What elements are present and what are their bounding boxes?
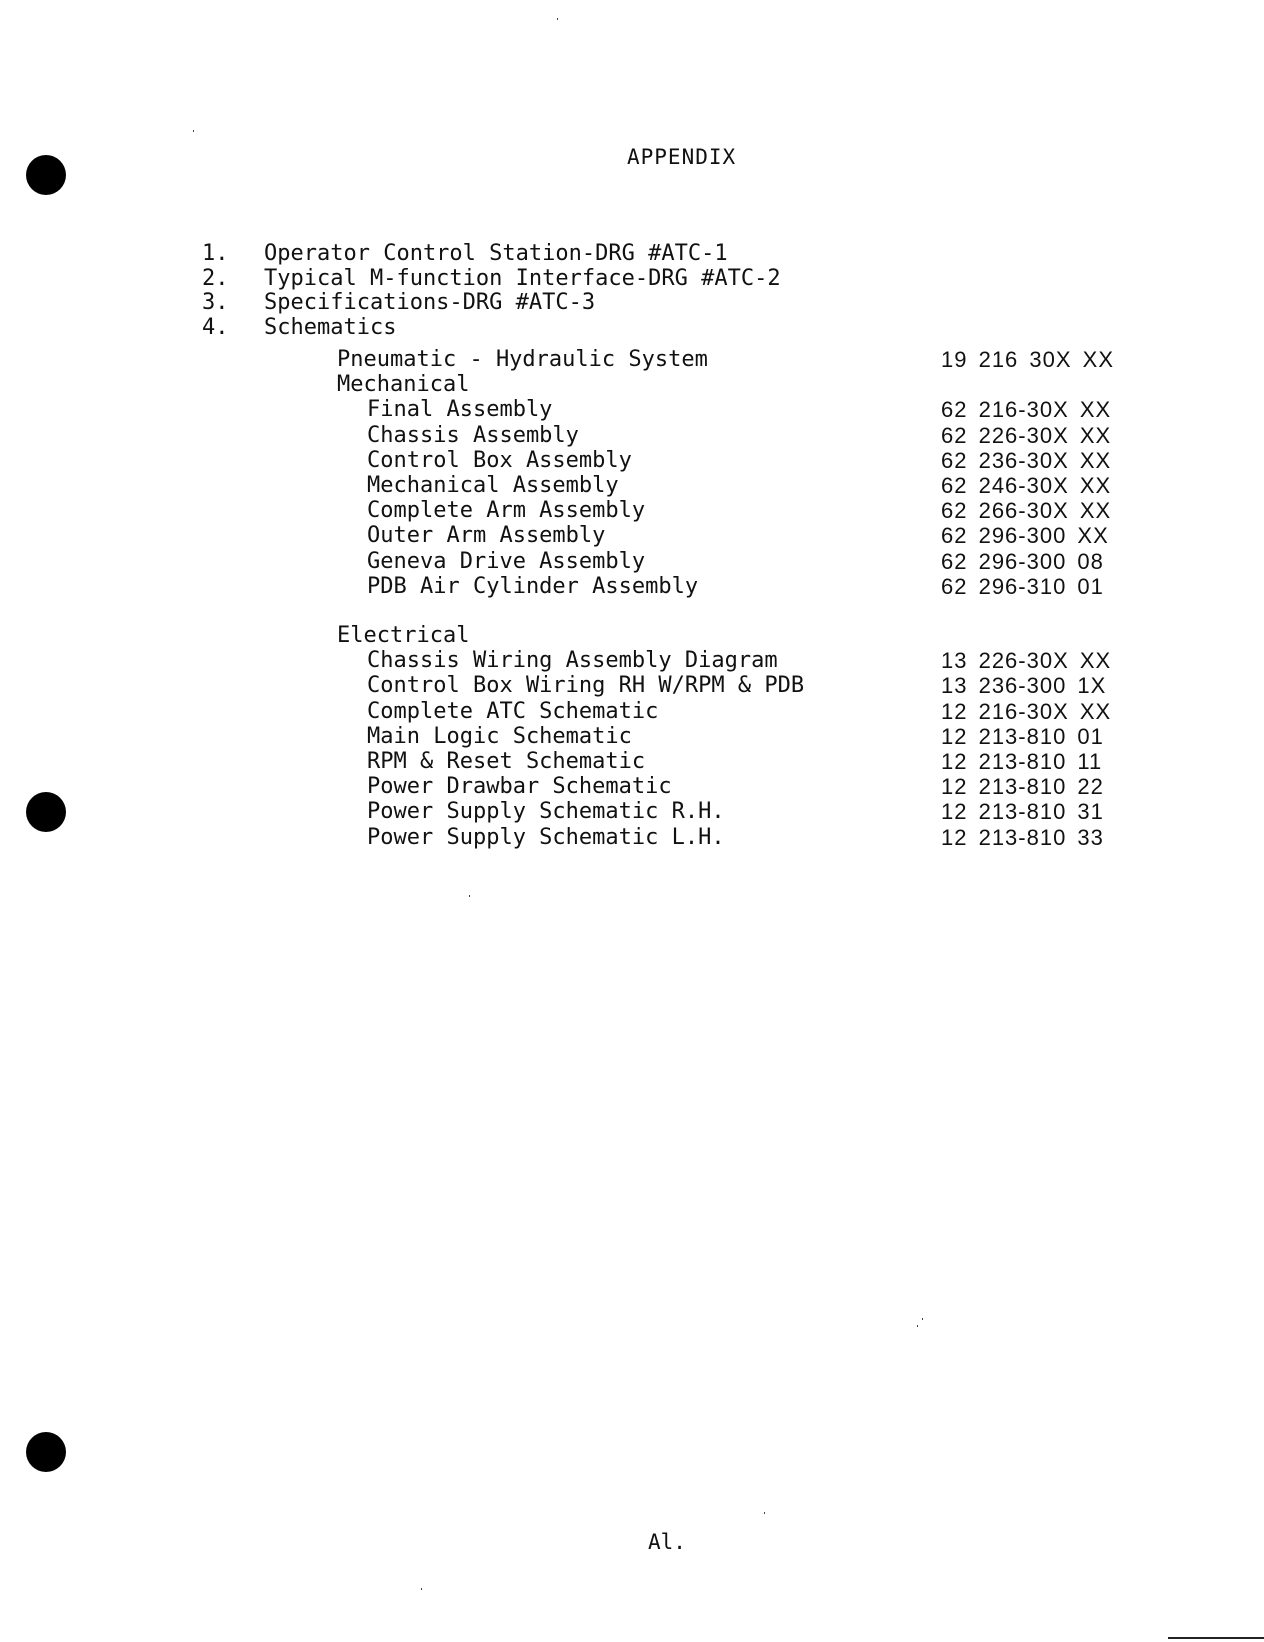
- schematic-row: [337, 799, 1104, 825]
- section-heading-electrical: [337, 623, 804, 648]
- section-heading-mechanical: [337, 372, 708, 397]
- schematic-label: Chassis Wiring Assembly Diagram: [367, 648, 778, 674]
- schematic-label: Pneumatic - Hydraulic System: [337, 347, 708, 372]
- corner-edge-line: [1168, 1637, 1264, 1639]
- schematic-row: [337, 347, 1115, 372]
- binder-hole-middle: [26, 792, 66, 832]
- schematic-label: Control Box Assembly: [367, 447, 632, 473]
- binder-hole-bottom: [26, 1432, 66, 1472]
- scan-speck: [917, 1325, 918, 1327]
- drawing-number: 19 216 30X XX: [941, 347, 1115, 372]
- item-number: 1.: [202, 241, 229, 266]
- schematic-row: [337, 723, 1104, 749]
- drawing-number: 12 216-30X XX: [941, 698, 1112, 724]
- schematic-label: Control Box Wiring RH W/RPM & PDB: [367, 673, 805, 699]
- section-heading: Electrical: [337, 623, 470, 648]
- item-number: 3.: [202, 290, 229, 315]
- page-title: APPENDIX: [627, 145, 737, 169]
- list-item: [202, 316, 781, 341]
- schematic-row: [337, 573, 1104, 599]
- drawing-number: 62 226-30X XX: [941, 422, 1112, 448]
- drawing-number: 12 213-810 11: [941, 748, 1103, 774]
- list-item: [202, 242, 781, 267]
- schematic-label: Geneva Drive Assembly: [367, 548, 646, 574]
- schematic-label: Mechanical Assembly: [367, 472, 619, 498]
- schematic-row: [337, 523, 1109, 549]
- schematic-row: [337, 748, 1103, 774]
- scan-speck: [469, 895, 470, 897]
- schematic-row: [337, 774, 1104, 800]
- item-number: 2.: [202, 265, 229, 291]
- drawing-number: 62 296-300 XX: [941, 523, 1109, 549]
- drawing-number: 13 236-300 1X: [941, 673, 1107, 699]
- schematic-label: Final Assembly: [367, 397, 553, 423]
- drawing-number: 62 266-30X XX: [941, 498, 1112, 524]
- drawing-number: 12 213-810 33: [941, 824, 1104, 850]
- schematic-row: [337, 673, 1107, 699]
- schematic-row: [337, 472, 1112, 498]
- drawing-number: 62 246-30X XX: [941, 472, 1112, 498]
- schematic-row: [337, 648, 1112, 674]
- binder-hole-top: [26, 155, 66, 195]
- drawing-number: 62 236-30X XX: [941, 447, 1112, 473]
- drawing-number: 62 296-310 01: [941, 573, 1104, 599]
- item-text: Specifications-DRG #ATC-3: [264, 290, 596, 315]
- schematic-label: Power Drawbar Schematic: [367, 774, 672, 800]
- item-number: 4.: [202, 314, 229, 340]
- drawing-number: 12 213-810 31: [941, 799, 1104, 825]
- scan-speck: [922, 1318, 923, 1320]
- scan-speck: [193, 130, 194, 132]
- schematic-label: Main Logic Schematic: [367, 723, 632, 749]
- schematic-label: PDB Air Cylinder Assembly: [367, 573, 699, 599]
- list-item: [202, 291, 781, 316]
- schematic-label: Complete ATC Schematic: [367, 698, 659, 724]
- item-text: Typical M-function Interface-DRG #ATC-2: [264, 265, 781, 291]
- list-item: [202, 267, 781, 292]
- schematic-label: Outer Arm Assembly: [367, 523, 606, 549]
- schematic-row: [337, 698, 1112, 724]
- schematic-row: [337, 824, 1104, 850]
- schematic-label: RPM & Reset Schematic: [367, 748, 646, 774]
- drawing-number: 62 296-300 08: [941, 548, 1104, 574]
- schematic-row: [337, 498, 1112, 524]
- drawing-number: 13 226-30X XX: [941, 648, 1112, 674]
- schematic-row: [337, 422, 1112, 448]
- schematic-row: [337, 397, 1112, 423]
- scan-speck: [557, 18, 558, 20]
- schematic-label: Chassis Assembly: [367, 422, 579, 448]
- section-heading: Mechanical: [337, 372, 470, 398]
- schematic-label: Complete Arm Assembly: [367, 498, 646, 524]
- schematic-label: Power Supply Schematic R.H.: [367, 799, 725, 825]
- drawing-number: 12 213-810 01: [941, 723, 1104, 749]
- mechanical-schematics: [337, 347, 1115, 599]
- schematic-row: [337, 447, 1112, 473]
- numbered-list: [202, 242, 781, 340]
- scan-speck: [764, 1512, 765, 1514]
- drawing-number: 62 216-30X XX: [941, 397, 1112, 423]
- item-text: Operator Control Station-DRG #ATC-1: [264, 241, 728, 266]
- drawing-number: 12 213-810 22: [941, 774, 1104, 800]
- schematic-row: [337, 548, 1104, 574]
- page-number: Al.: [648, 1530, 686, 1554]
- item-text: Schematics: [264, 314, 397, 340]
- scan-speck: [421, 1588, 422, 1590]
- electrical-schematics: [337, 623, 1112, 850]
- schematic-label: Power Supply Schematic L.H.: [367, 824, 725, 850]
